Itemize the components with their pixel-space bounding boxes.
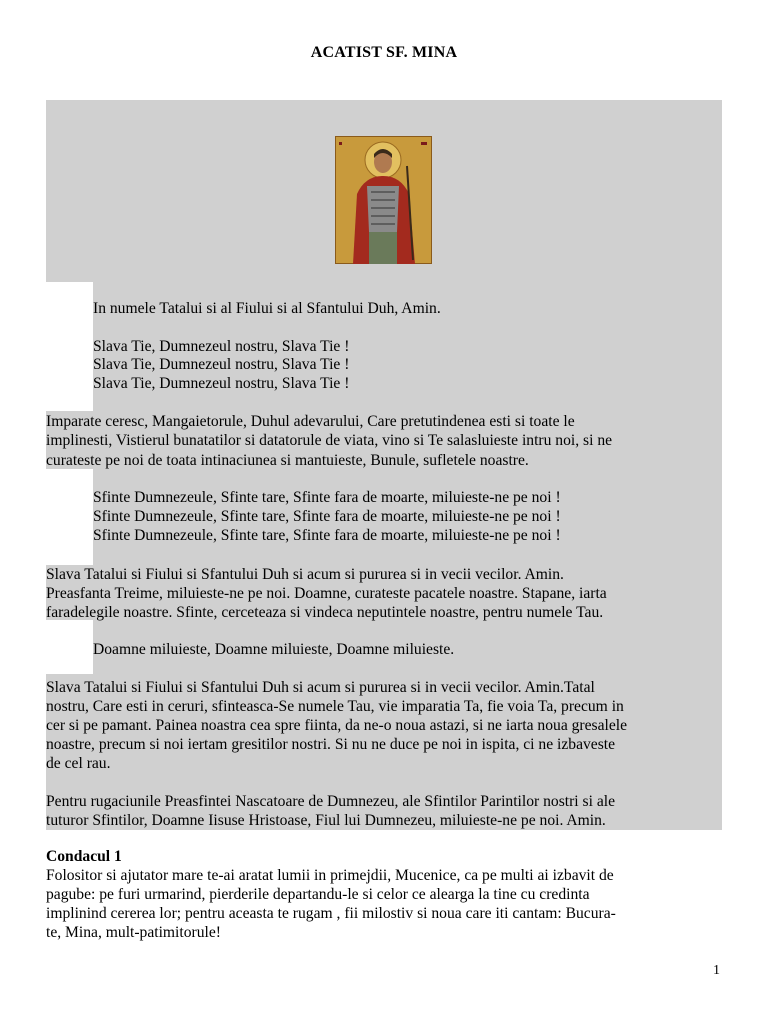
condac-line: pagube: pe furi urmarind, pierderile departandu-le si celor ce alearga la tine cu credinta xyxy=(46,886,590,903)
page-title: ACATIST SF. MINA xyxy=(310,44,458,61)
prayer-line: Sfinte Dumnezeule, Sfinte tare, Sfinte fara de moarte, miluieste-ne pe noi ! xyxy=(93,489,561,506)
prayer-line: Sfinte Dumnezeule, Sfinte tare, Sfinte fara de moarte, miluieste-ne pe noi ! xyxy=(93,527,561,544)
prayer-line: faradelegile noastre. Sfinte, cerceteaza si vindeca neputintele noastre, pentru numele Tau. xyxy=(46,604,604,621)
section-heading-condac: Condacul 1 xyxy=(46,848,122,865)
prayer-line: noastre, precum si noi iertam gresitilor nostri. Si nu ne duce pe noi in ispita, ci ne izbaveste xyxy=(46,736,616,753)
condac-line: implinind cererea lor; pentru aceasta te rugam , fii milostiv si noua care iti cantam: Bucura- xyxy=(46,905,616,922)
prayer-line: Slava Tatalui si Fiului si Sfantului Duh si acum si pururea si in vecii vecilor. Amin. xyxy=(46,566,564,583)
prayer-line: curateste pe noi de toata intinaciunea si mantuieste, Bunule, sufletele noastre. xyxy=(46,452,529,469)
prayer-line: tuturor Sfintilor, Doamne Iisuse Hristoase, Fiul lui Dumnezeu, miluieste-ne pe noi. Amin. xyxy=(46,812,606,829)
condac-line: Folositor si ajutator mare te-ai aratat lumii in primejdii, Mucenice, ca pe multi ai izbavit de xyxy=(46,867,614,884)
condac-line: te, Mina, mult-patimitorule! xyxy=(46,924,221,941)
prayer-line: Slava Tie, Dumnezeul nostru, Slava Tie ! xyxy=(93,338,350,355)
prayer-line: cer si pe pamant. Painea noastra cea spre fiinta, da ne-o noua astazi, si ne iarta noua gresalele xyxy=(46,717,628,734)
condac-paragraph xyxy=(46,866,726,942)
prayer-line: Doamne miluieste, Doamne miluieste, Doamne miluieste. xyxy=(93,641,455,658)
prayer-line: Pentru rugaciunile Preasfintei Nascatoare de Dumnezeu, ale Sfintilor Parintilor nostri si ale xyxy=(46,793,615,810)
prayer-line: Slava Tatalui si Fiului si Sfantului Duh si acum si pururea si in vecii vecilor. Amin.Tatal xyxy=(46,679,595,696)
prayer-line: nostru, Care esti in ceruri, sfinteasca-Se numele Tau, vie imparatia Ta, fie voia Ta, precum in xyxy=(46,698,624,715)
page-number: 1 xyxy=(713,963,720,978)
icon-saint-mina xyxy=(335,136,432,264)
prayer-line: Imparate ceresc, Mangaietorule, Duhul adevarului, Care pretutindenea esti si toate le xyxy=(46,413,575,430)
prayer-line: Preasfanta Treime, miluieste-ne pe noi. Doamne, curateste pacatele noastre. Stapane, iarta xyxy=(46,585,607,602)
prayer-line: implinesti, Vistierul bunatatilor si datatorule de viata, vino si Te salasluieste intru noi, si ne xyxy=(46,432,613,449)
prayer-line: In numele Tatalui si al Fiului si al Sfantului Duh, Amin. xyxy=(93,300,441,317)
prayer-line: Slava Tie, Dumnezeul nostru, Slava Tie ! xyxy=(93,375,350,392)
prayer-line: Slava Tie, Dumnezeul nostru, Slava Tie ! xyxy=(93,356,350,373)
prayer-line: Sfinte Dumnezeule, Sfinte tare, Sfinte fara de moarte, miluieste-ne pe noi ! xyxy=(93,508,561,525)
prayer-line: de cel rau. xyxy=(46,755,111,772)
